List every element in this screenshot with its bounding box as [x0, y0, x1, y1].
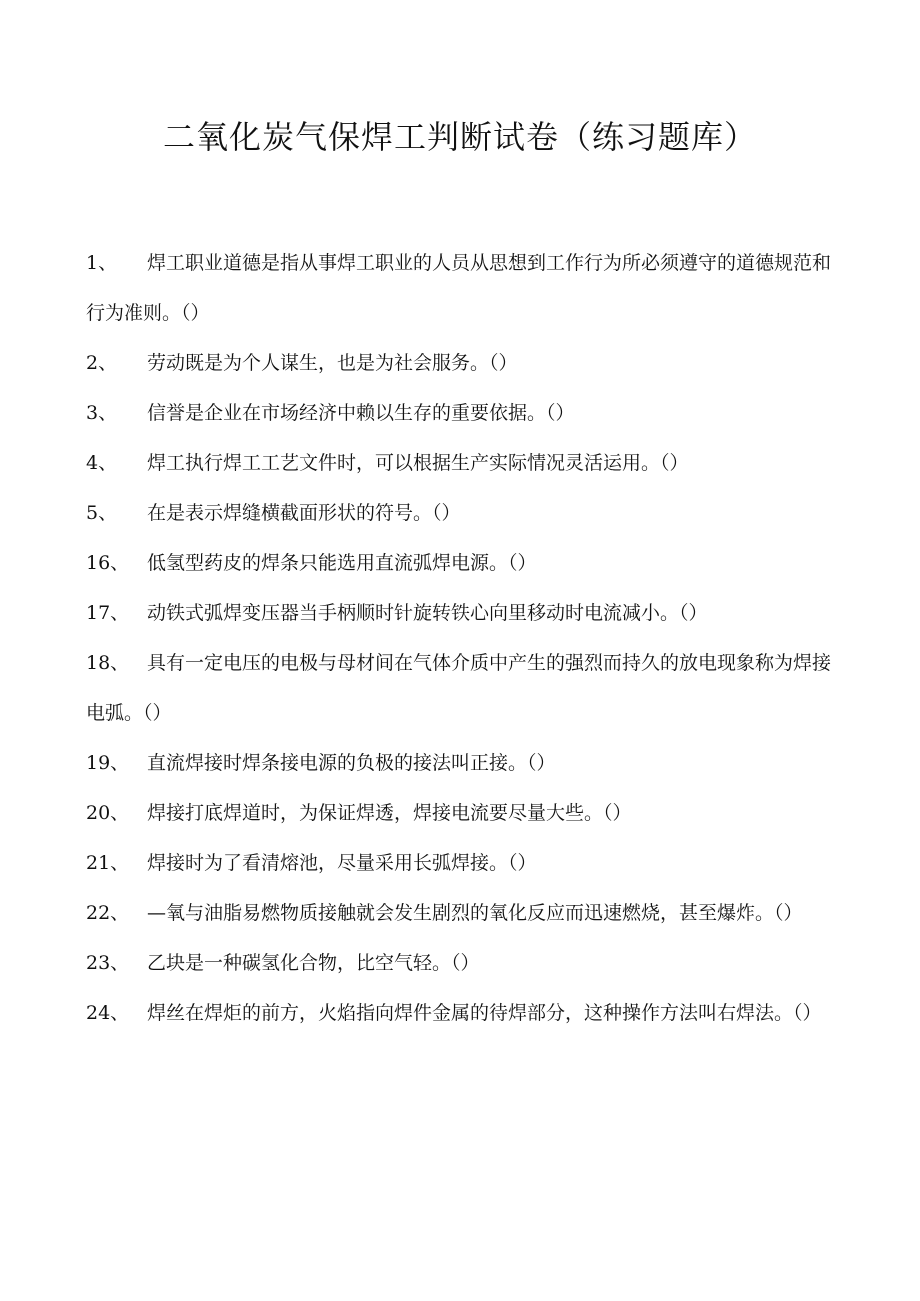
question-text: 焊工职业道德是指从事焊工职业的人员从思想到工作行为所必须遵守的道德规范和行为准则。（）	[86, 252, 832, 324]
question-number: 19、	[86, 752, 130, 774]
question-number: 16、	[86, 552, 130, 574]
question-text: 具有一定电压的电极与母材间在气体介质中产生的强烈而持久的放电现象称为焊接电弧。（）	[86, 652, 832, 724]
question-text: 焊接打底焊道时，为保证焊透，焊接电流要尽量大些。（）	[147, 802, 632, 824]
question-number: 20、	[86, 802, 130, 824]
question-number: 3、	[86, 402, 118, 424]
question-item	[86, 988, 831, 1038]
question-text: 焊丝在焊炬的前方，火焰指向焊件金属的待焊部分，这种操作方法叫右焊法。（）	[147, 1002, 822, 1024]
question-number: 5、	[86, 502, 118, 524]
question-item	[86, 488, 831, 538]
question-number: 22、	[86, 902, 130, 924]
question-number: 24、	[86, 1002, 130, 1024]
question-text: 在是表示焊缝横截面形状的符号。（）	[147, 502, 461, 524]
question-text: 劳动既是为个人谋生，也是为社会服务。（）	[147, 352, 518, 374]
question-text: 焊接时为了看清熔池，尽量采用长弧焊接。（）	[147, 852, 537, 874]
question-number: 17、	[86, 602, 130, 624]
question-item	[86, 238, 831, 338]
question-number: 2、	[86, 352, 118, 374]
page-title: 二氧化炭气保焊工判断试卷（练习题库）	[162, 118, 757, 156]
question-text: 低氢型药皮的焊条只能选用直流弧焊电源。（）	[147, 552, 537, 574]
question-text: 信誉是企业在市场经济中赖以生存的重要依据。（）	[147, 402, 575, 424]
question-text: 焊工执行焊工工艺文件时，可以根据生产实际情况灵活运用。（）	[147, 452, 689, 474]
question-number: 23、	[86, 952, 130, 974]
question-text: 乙块是一种碳氢化合物，比空气轻。（）	[147, 952, 480, 974]
question-item	[86, 838, 831, 888]
question-number: 4、	[86, 452, 118, 474]
question-item	[86, 888, 831, 938]
question-item	[86, 438, 831, 488]
question-text: —氧与油脂易燃物质接触就会发生剧烈的氧化反应而迅速燃烧，甚至爆炸。（）	[147, 902, 803, 924]
question-item	[86, 788, 831, 838]
question-number: 18、	[86, 652, 130, 674]
question-item	[86, 338, 831, 388]
question-item	[86, 588, 831, 638]
question-item	[86, 938, 831, 988]
question-list	[86, 238, 831, 1038]
question-item	[86, 388, 831, 438]
question-number: 1、	[86, 252, 118, 274]
question-item	[86, 738, 831, 788]
question-item	[86, 638, 831, 738]
question-text: 动铁式弧焊变压器当手柄顺时针旋转铁心向里移动时电流减小。（）	[147, 602, 708, 624]
question-item	[86, 538, 831, 588]
question-number: 21、	[86, 852, 130, 874]
question-text: 直流焊接时焊条接电源的负极的接法叫正接。（）	[147, 752, 556, 774]
